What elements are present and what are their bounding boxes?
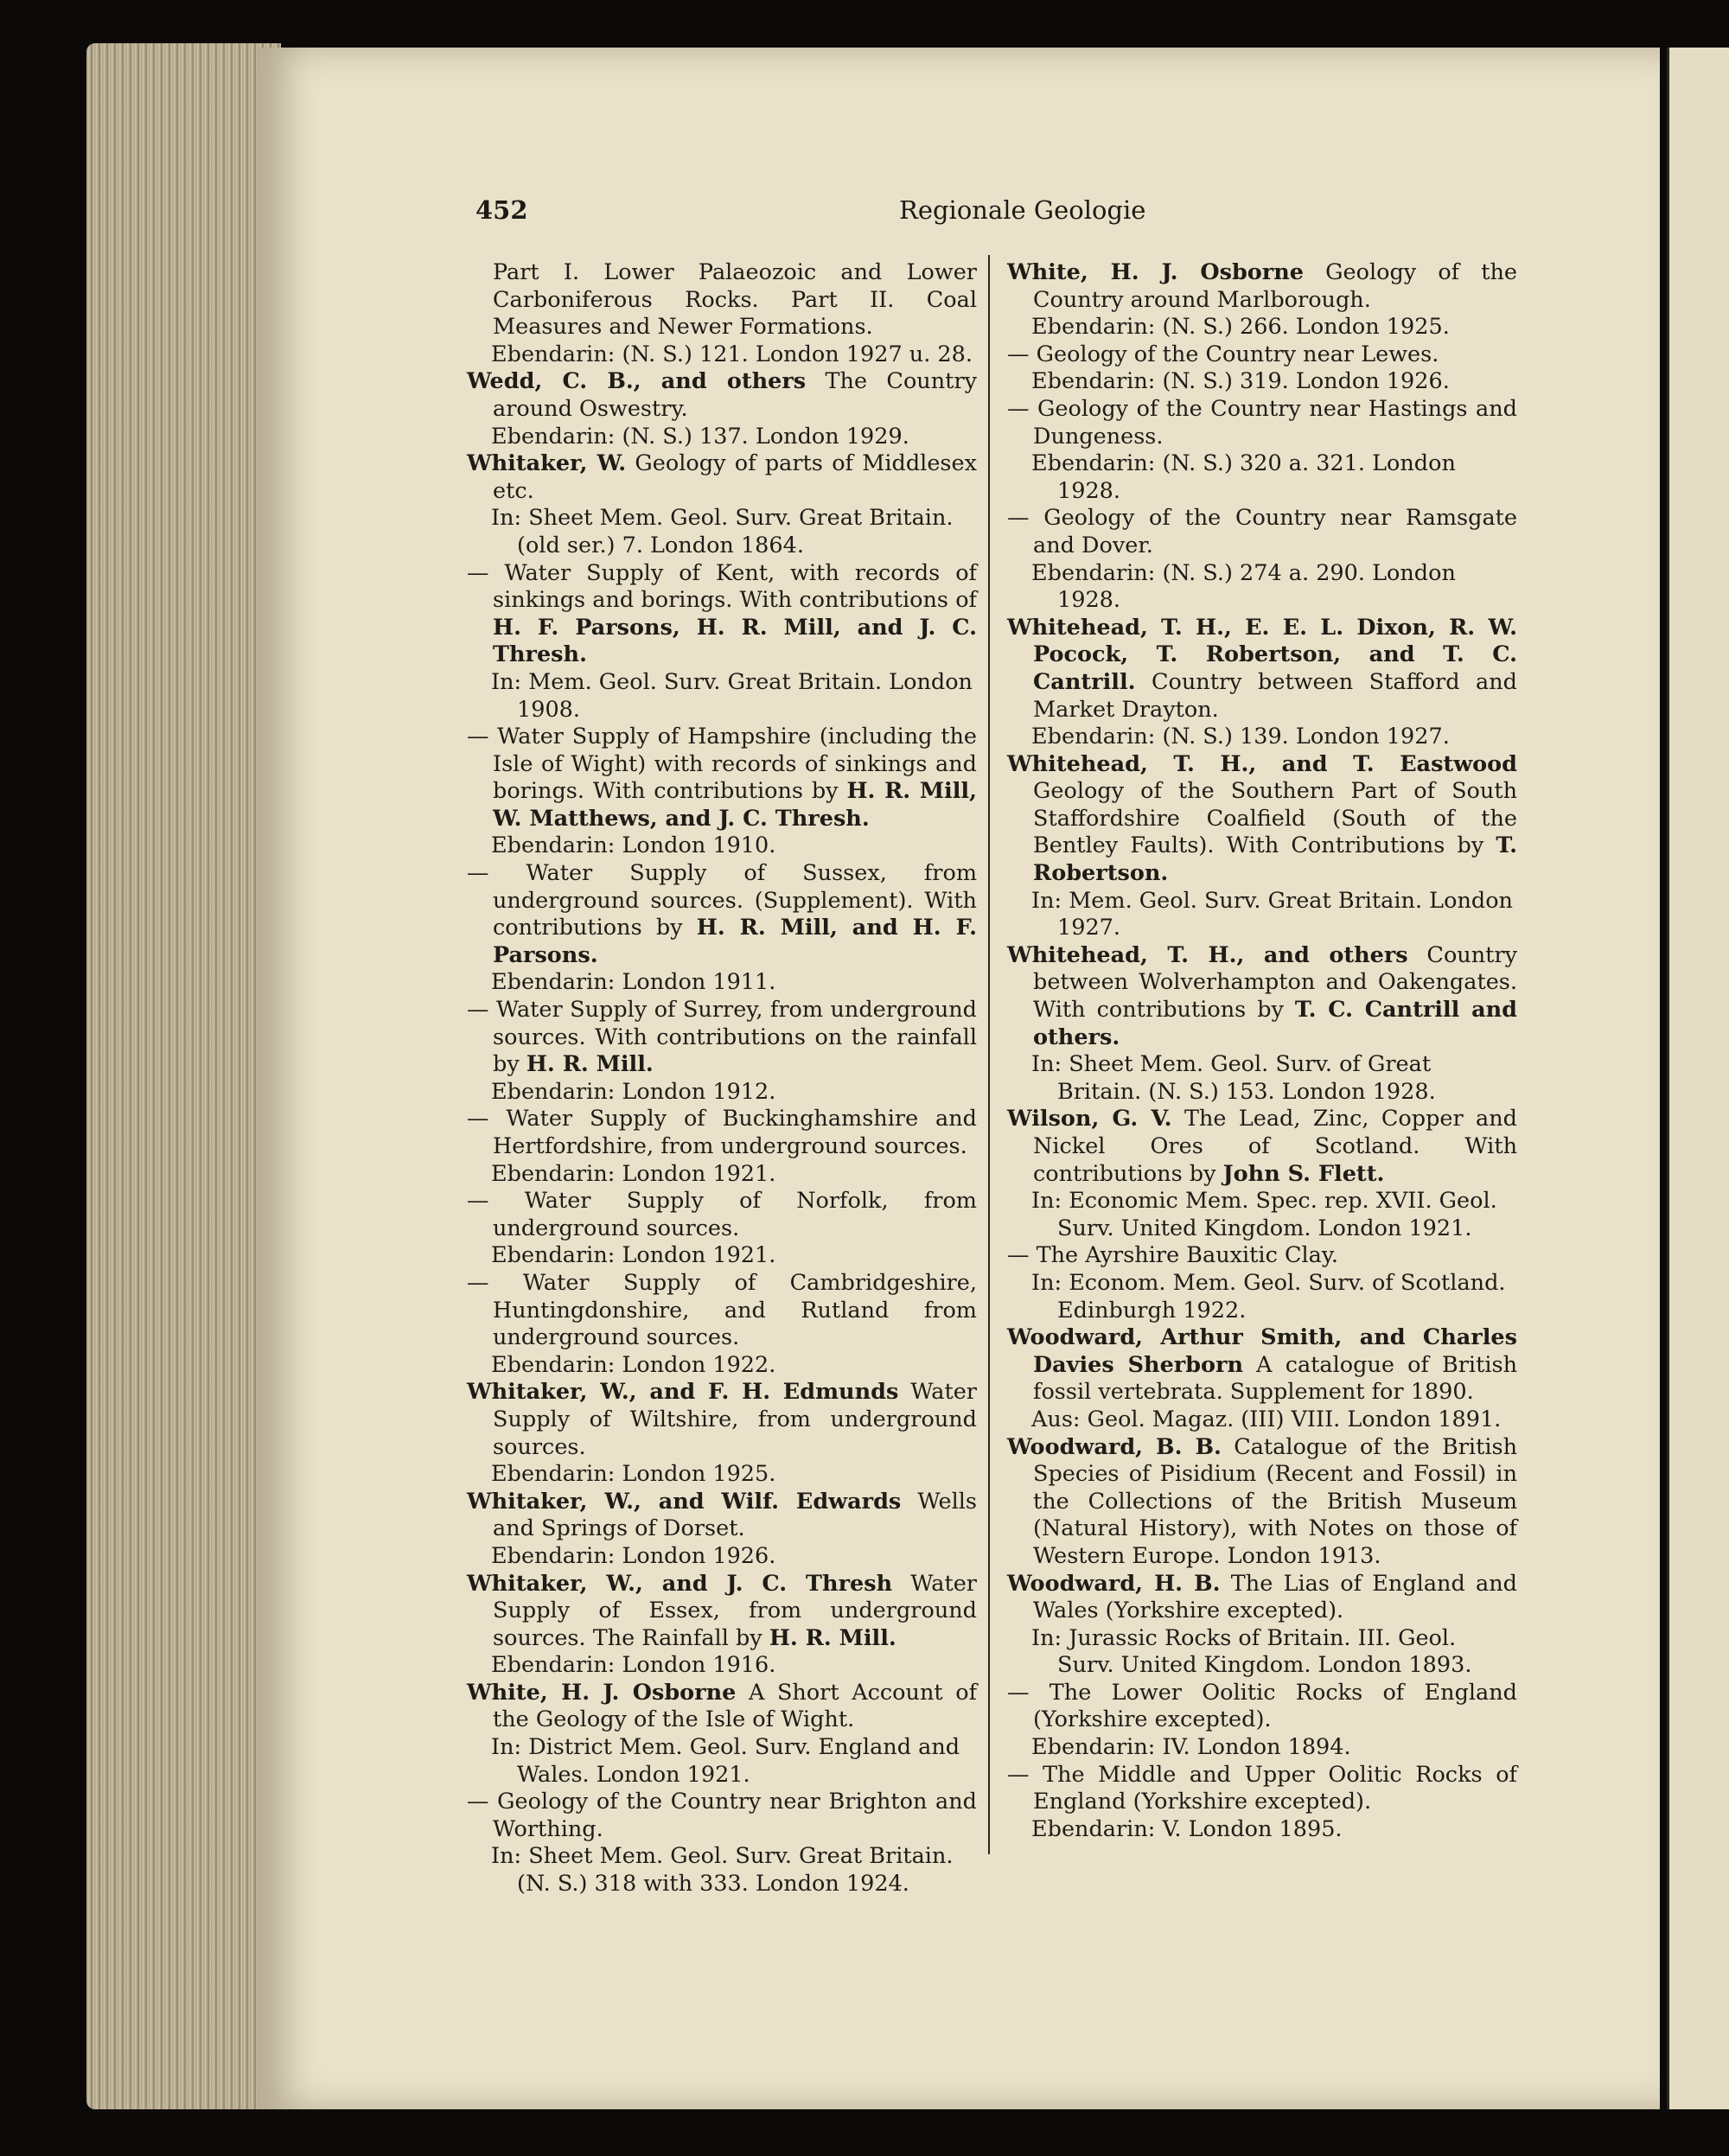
entry-text: Country between Wolverhampton and Oakengates. With contributions by bbox=[1033, 941, 1517, 1024]
entry-text: Ebendarin: (N. S.) 320 a. 321. London 1928. bbox=[1031, 450, 1456, 504]
bibliography-entry bbox=[467, 368, 977, 423]
publication-line bbox=[467, 1843, 977, 1898]
publication-line bbox=[1007, 1407, 1517, 1434]
publication-line bbox=[1007, 560, 1517, 615]
entry-text: — Geology of the Country near Ramsgate and Dover. bbox=[1007, 505, 1517, 558]
entry-contributors: H. R. Mill. bbox=[769, 1624, 896, 1651]
entry-text: Water Supply of Wiltshire, from underground sources. bbox=[493, 1379, 977, 1460]
bibliography-entry bbox=[1007, 1242, 1517, 1270]
bibliography-entry bbox=[1007, 1106, 1517, 1188]
entry-text: — The Ayrshire Bauxitic Clay. bbox=[1007, 1242, 1338, 1269]
entry-author: Woodward, B. B. bbox=[1007, 1433, 1222, 1460]
entry-author: Woodward, Arthur Smith, and Charles Davies Sherborn bbox=[1007, 1324, 1517, 1378]
entry-text: Ebendarin: London 1916. bbox=[491, 1652, 776, 1679]
entry-text: Ebendarin: London 1925. bbox=[491, 1461, 776, 1488]
entry-text: Ebendarin: London 1910. bbox=[491, 832, 776, 859]
entry-text: Catalogue of the British Species of Pisidium (Recent and Fossil) in the Collections of the British Museum (Natural History), with Notes on those of Western Europe. London 1913. bbox=[1033, 1433, 1518, 1569]
entry-author: Wedd, C. B., and others bbox=[467, 368, 807, 395]
entry-author: Wilson, G. V. bbox=[1007, 1106, 1172, 1132]
publication-line bbox=[1007, 724, 1517, 751]
entry-text: A catalogue of British fossil vertebrata. Supplement for 1890. bbox=[1033, 1351, 1518, 1406]
entry-text: Geology of the Country around Marlborough. bbox=[1033, 259, 1517, 313]
entry-text: Ebendarin: (N. S.) 274 a. 290. London 1928. bbox=[1031, 559, 1456, 614]
bibliography-entry bbox=[1007, 1680, 1517, 1734]
entry-author: Whitaker, W., and Wilf. Edwards bbox=[467, 1488, 902, 1515]
entry-text: Ebendarin: V. London 1895. bbox=[1031, 1815, 1343, 1842]
bibliography-entry bbox=[467, 1571, 977, 1653]
entry-contributors: John S. Flett. bbox=[1222, 1160, 1385, 1187]
bibliography-entry bbox=[467, 1789, 977, 1843]
entry-text: In: Economic Mem. Spec. rep. XVII. Geol. Surv. United Kingdom. London 1921. bbox=[1031, 1188, 1497, 1241]
bibliography-entry bbox=[1007, 751, 1517, 888]
entry-text: The Lias of England and Wales (Yorkshire excepted). bbox=[1033, 1570, 1517, 1624]
entry-text: Ebendarin: London 1921. bbox=[491, 1242, 776, 1269]
bibliography-entry bbox=[467, 1489, 977, 1543]
publication-line bbox=[1007, 368, 1517, 396]
running-title: Regionale Geologie bbox=[899, 195, 1146, 225]
entry-text: In: Econom. Mem. Geol. Surv. of Scotland. Edinburgh 1922. bbox=[1031, 1269, 1506, 1324]
entry-text: Ebendarin: London 1911. bbox=[491, 969, 776, 996]
entry-contributors: H. R. Mill, and H. F. Parsons. bbox=[493, 915, 977, 968]
bibliography-entry bbox=[467, 1680, 977, 1734]
bibliography-entry bbox=[1007, 341, 1517, 369]
entry-contributors: T. Robertson. bbox=[1033, 832, 1517, 887]
entry-text: Geology of parts of Middlesex etc. bbox=[493, 450, 977, 504]
entry-text: Ebendarin: (N. S.) 319. London 1926. bbox=[1031, 368, 1450, 395]
entry-text: — Water Supply of Surrey, from underground sources. With contributions on the rainfall by bbox=[467, 997, 977, 1078]
entry-text: — The Lower Oolitic Rocks of England (Yorkshire excepted). bbox=[1007, 1679, 1517, 1733]
entry-author: Whitehead, T. H., and others bbox=[1007, 941, 1408, 968]
publication-line bbox=[467, 1161, 977, 1189]
bibliography-entry bbox=[467, 259, 977, 341]
entry-text: Ebendarin: London 1912. bbox=[491, 1078, 776, 1105]
entry-text: — Water Supply of Kent, with records of sinkings and borings. With contributions of bbox=[467, 559, 977, 614]
entry-author: Whitehead, T. H., E. E. L. Dixon, R. W. Pocock, T. Robertson, and T. C. Cantrill. bbox=[1007, 614, 1517, 695]
bibliography-entry bbox=[1007, 1762, 1517, 1816]
entry-text: Ebendarin: IV. London 1894. bbox=[1031, 1734, 1351, 1761]
entry-text: — Geology of the Country near Lewes. bbox=[1007, 341, 1439, 367]
entry-contributors: H. R. Mill. bbox=[526, 1051, 654, 1078]
entry-text: — Water Supply of Sussex, from underground sources. (Supplement). With contributions by bbox=[467, 860, 977, 941]
publication-line bbox=[467, 424, 977, 451]
publication-line bbox=[467, 1242, 977, 1270]
page-edges bbox=[86, 43, 281, 2109]
bibliography-entry bbox=[1007, 505, 1517, 559]
bibliography-entry bbox=[467, 860, 977, 969]
bibliography-entry bbox=[1007, 1324, 1517, 1407]
publication-line bbox=[1007, 450, 1517, 505]
bibliography-entry bbox=[1007, 942, 1517, 1051]
entry-text: Ebendarin: (N. S.) 137. London 1929. bbox=[491, 423, 909, 450]
publication-line bbox=[467, 969, 977, 997]
bibliography-entry bbox=[1007, 259, 1517, 314]
entry-text: In: District Mem. Geol. Surv. England and Wales. London 1921. bbox=[491, 1734, 960, 1788]
bibliography-entry bbox=[1007, 1434, 1517, 1571]
publication-line bbox=[467, 1461, 977, 1489]
entry-contributors: H. F. Parsons, H. R. Mill, and J. C. Thresh. bbox=[493, 614, 977, 668]
entry-text: Wells and Springs of Dorset. bbox=[493, 1488, 978, 1542]
entry-text: Part I. Lower Palaeozoic and Lower Carboniferous Rocks. Part II. Coal Measures and Newer Formations. bbox=[493, 259, 977, 341]
entry-text: In: Mem. Geol. Surv. Great Britain. London 1927. bbox=[1031, 887, 1513, 941]
publication-line bbox=[1007, 314, 1517, 341]
publication-line bbox=[1007, 888, 1517, 942]
entry-author: Whitaker, W., and F. H. Edmunds bbox=[467, 1379, 899, 1406]
right-column bbox=[1007, 259, 1517, 1843]
bibliography-entry bbox=[1007, 1571, 1517, 1625]
bibliography-entry bbox=[467, 997, 977, 1079]
publication-line bbox=[1007, 1734, 1517, 1762]
entry-author: Woodward, H. B. bbox=[1007, 1570, 1221, 1597]
entry-text: — Water Supply of Hampshire (including the Isle of Wight) with records of sinkings and borings. With contributions by bbox=[467, 724, 977, 805]
bibliography-entry bbox=[467, 450, 977, 505]
entry-author: White, H. J. Osborne bbox=[1007, 259, 1304, 285]
entry-text: — Water Supply of Norfolk, from underground sources. bbox=[467, 1188, 977, 1241]
entry-text: Ebendarin: London 1922. bbox=[491, 1351, 776, 1378]
entry-text: Geology of the Southern Part of South Staffordshire Coalfield (South of the Bentley Faults). With Contributions by bbox=[1033, 778, 1517, 859]
bibliography-entry bbox=[1007, 615, 1517, 724]
bibliography-entry bbox=[467, 724, 977, 832]
entry-author: Whitaker, W., and J. C. Thresh bbox=[467, 1570, 893, 1597]
facing-page-edge bbox=[1667, 48, 1729, 2109]
entry-text: Aus: Geol. Magaz. (III) VIII. London 1891. bbox=[1031, 1406, 1502, 1432]
entry-text: — Geology of the Country near Brighton and Worthing. bbox=[467, 1789, 977, 1842]
entry-text: Ebendarin: London 1926. bbox=[491, 1542, 776, 1569]
entry-text: The Country around Oswestry. bbox=[493, 368, 977, 422]
entry-text: — The Middle and Upper Oolitic Rocks of England (Yorkshire excepted). bbox=[1007, 1761, 1517, 1815]
entry-text: Country between Stafford and Market Drayton. bbox=[1033, 668, 1517, 723]
publication-line bbox=[467, 669, 977, 724]
publication-line bbox=[467, 1543, 977, 1571]
entry-text: In: Mem. Geol. Surv. Great Britain. London 1908. bbox=[491, 668, 973, 723]
publication-line bbox=[467, 1079, 977, 1107]
entry-text: Ebendarin: London 1921. bbox=[491, 1160, 776, 1187]
publication-line bbox=[467, 505, 977, 559]
publication-line bbox=[467, 341, 977, 369]
publication-line bbox=[1007, 1625, 1517, 1680]
entry-contributors: T. C. Cantrill and others. bbox=[1033, 997, 1517, 1050]
publication-line bbox=[467, 832, 977, 860]
entry-text: Ebendarin: (N. S.) 139. London 1927. bbox=[1031, 724, 1450, 750]
bibliography-entry bbox=[467, 1379, 977, 1461]
publication-line bbox=[467, 1734, 977, 1789]
bibliography-entry bbox=[467, 560, 977, 669]
running-head bbox=[475, 195, 1591, 233]
bibliography-entry bbox=[467, 1188, 977, 1242]
entry-text: The Lead, Zinc, Copper and Nickel Ores of Scotland. With contributions by bbox=[1033, 1106, 1517, 1187]
bibliography-entry bbox=[467, 1106, 977, 1160]
column-divider bbox=[988, 255, 990, 1854]
entry-text: — Geology of the Country near Hastings and Dungeness. bbox=[1007, 395, 1517, 450]
bibliography-entry bbox=[467, 1270, 977, 1352]
entry-text: Ebendarin: (N. S.) 266. London 1925. bbox=[1031, 314, 1450, 341]
entry-text: — Water Supply of Buckinghamshire and Hertfordshire, from underground sources. bbox=[467, 1106, 977, 1159]
entry-text: Water Supply of Essex, from underground sources. The Rainfall by bbox=[493, 1570, 977, 1651]
page-number: 452 bbox=[475, 195, 528, 225]
left-column bbox=[467, 259, 977, 1898]
publication-line bbox=[467, 1352, 977, 1380]
publication-line bbox=[1007, 1051, 1517, 1106]
entry-text: In: Jurassic Rocks of Britain. III. Geol. Surv. United Kingdom. London 1893. bbox=[1031, 1624, 1472, 1679]
entry-text: Ebendarin: (N. S.) 121. London 1927 u. 28. bbox=[491, 341, 973, 367]
entry-text: — Water Supply of Cambridgeshire, Huntingdonshire, and Rutland from underground sources. bbox=[467, 1269, 977, 1351]
entry-author: Whitaker, W. bbox=[467, 450, 627, 477]
publication-line bbox=[467, 1652, 977, 1680]
entry-author: Whitehead, T. H., and T. Eastwood bbox=[1007, 750, 1517, 777]
publication-line bbox=[1007, 1816, 1517, 1844]
entry-text: In: Sheet Mem. Geol. Surv. Great Britain. (N. S.) 318 with 333. London 1924. bbox=[491, 1843, 954, 1898]
publication-line bbox=[1007, 1270, 1517, 1324]
entry-text: In: Sheet Mem. Geol. Surv. Great Britain. (old ser.) 7. London 1864. bbox=[491, 505, 954, 558]
entry-author: White, H. J. Osborne bbox=[467, 1679, 737, 1706]
entry-text: In: Sheet Mem. Geol. Surv. of Great Britain. (N. S.) 153. London 1928. bbox=[1031, 1051, 1436, 1105]
publication-line bbox=[1007, 1188, 1517, 1242]
bibliography-entry bbox=[1007, 396, 1517, 450]
entry-text: A Short Account of the Geology of the Isle of Wight. bbox=[493, 1679, 978, 1733]
entry-contributors: H. R. Mill, W. Matthews, and J. C. Thresh. bbox=[493, 778, 977, 832]
